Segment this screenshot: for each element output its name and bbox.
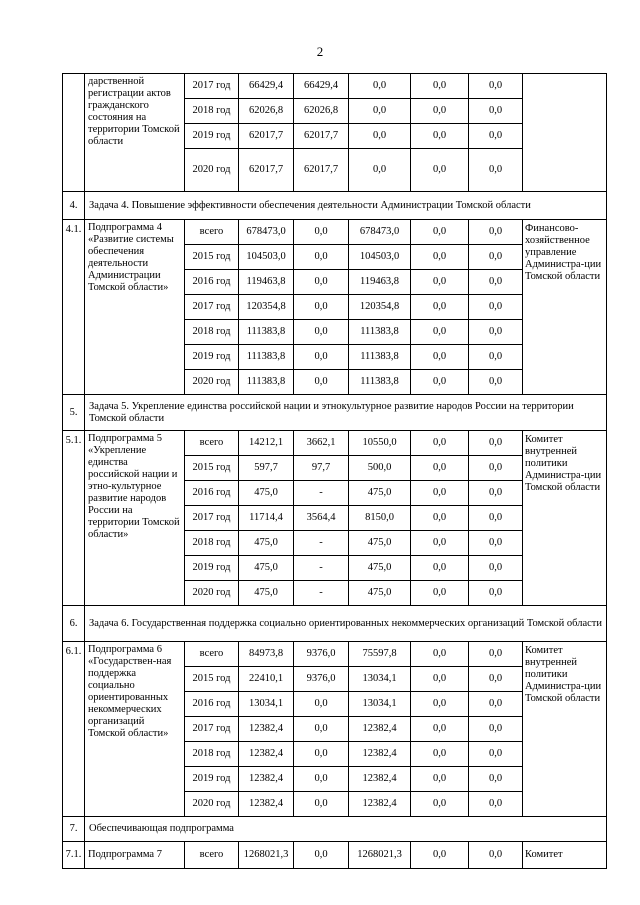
local-cell: 0,0 xyxy=(411,581,469,606)
year-cell: 2019 год xyxy=(185,124,239,149)
total-cell: 475,0 xyxy=(239,581,294,606)
subprogram-row xyxy=(63,220,607,245)
local-cell: 0,0 xyxy=(411,124,469,149)
task-number: 4. xyxy=(63,192,85,220)
local-cell: 0,0 xyxy=(411,642,469,667)
task-number: 5. xyxy=(63,395,85,431)
regional-cell: 111383,8 xyxy=(349,345,411,370)
year-cell: 2018 год xyxy=(185,320,239,345)
total-cell: 62017,7 xyxy=(239,124,294,149)
federal-cell: 97,7 xyxy=(294,456,349,481)
subprogram-number: 4.1. xyxy=(63,220,85,395)
year-cell: всего xyxy=(185,220,239,245)
task-title: Задача 5. Укрепление единства российской нации и этнокультурное развитие народов России на территории Томской области xyxy=(85,395,607,431)
subprogram-number: 5.1. xyxy=(63,431,85,606)
total-cell: 111383,8 xyxy=(239,320,294,345)
budget-table xyxy=(62,73,607,869)
extra-cell: 0,0 xyxy=(469,245,523,270)
regional-cell: 119463,8 xyxy=(349,270,411,295)
year-cell: 2017 год xyxy=(185,506,239,531)
regional-cell: 12382,4 xyxy=(349,792,411,817)
year-cell: 2017 год xyxy=(185,717,239,742)
regional-cell: 12382,4 xyxy=(349,717,411,742)
local-cell: 0,0 xyxy=(411,717,469,742)
extra-cell: 0,0 xyxy=(469,99,523,124)
year-cell: 2020 год xyxy=(185,149,239,192)
extra-cell: 0,0 xyxy=(469,124,523,149)
local-cell: 0,0 xyxy=(411,270,469,295)
extra-cell: 0,0 xyxy=(469,767,523,792)
year-cell: 2019 год xyxy=(185,767,239,792)
extra-cell: 0,0 xyxy=(469,220,523,245)
extra-cell: 0,0 xyxy=(469,295,523,320)
page-number: 2 xyxy=(316,44,324,59)
total-cell: 111383,8 xyxy=(239,370,294,395)
regional-cell: 13034,1 xyxy=(349,667,411,692)
regional-cell: 120354,8 xyxy=(349,295,411,320)
subprogram-number: 7.1. xyxy=(63,842,85,869)
local-cell: 0,0 xyxy=(411,842,469,869)
year-cell: 2015 год xyxy=(185,245,239,270)
extra-cell: 0,0 xyxy=(469,531,523,556)
local-cell: 0,0 xyxy=(411,767,469,792)
extra-cell: 0,0 xyxy=(469,692,523,717)
year-cell: 2017 год xyxy=(185,74,239,99)
year-cell: 2018 год xyxy=(185,742,239,767)
total-cell: 84973,8 xyxy=(239,642,294,667)
year-cell: 2018 год xyxy=(185,531,239,556)
total-cell: 597,7 xyxy=(239,456,294,481)
year-cell: 2015 год xyxy=(185,456,239,481)
federal-cell: 0,0 xyxy=(294,842,349,869)
task-number: 7. xyxy=(63,817,85,842)
federal-cell: 66429,4 xyxy=(294,74,349,99)
year-cell: 2020 год xyxy=(185,792,239,817)
regional-cell: 12382,4 xyxy=(349,742,411,767)
year-cell: 2020 год xyxy=(185,581,239,606)
local-cell: 0,0 xyxy=(411,556,469,581)
regional-cell: 500,0 xyxy=(349,456,411,481)
total-cell: 11714,4 xyxy=(239,506,294,531)
local-cell: 0,0 xyxy=(411,245,469,270)
federal-cell: 0,0 xyxy=(294,717,349,742)
task-row xyxy=(63,606,607,642)
total-cell: 678473,0 xyxy=(239,220,294,245)
total-cell: 13034,1 xyxy=(239,692,294,717)
year-cell: 2018 год xyxy=(185,99,239,124)
subprogram-number: 6.1. xyxy=(63,642,85,817)
year-cell: 2019 год xyxy=(185,345,239,370)
federal-cell: 3662,1 xyxy=(294,431,349,456)
local-cell: 0,0 xyxy=(411,481,469,506)
executor-cell: Комитет xyxy=(523,842,607,869)
extra-cell: 0,0 xyxy=(469,667,523,692)
regional-cell: 111383,8 xyxy=(349,320,411,345)
local-cell: 0,0 xyxy=(411,431,469,456)
empty-number-cell xyxy=(63,74,85,192)
total-cell: 14212,1 xyxy=(239,431,294,456)
subprogram-name: Подпрограмма 4 «Развитие системы обеспечения деятельности Администрации Томской области» xyxy=(85,220,185,395)
subprogram-name: Подпрограмма 7 xyxy=(85,842,185,869)
extra-cell: 0,0 xyxy=(469,431,523,456)
federal-cell: 0,0 xyxy=(294,692,349,717)
year-cell: 2017 год xyxy=(185,295,239,320)
total-cell: 12382,4 xyxy=(239,792,294,817)
local-cell: 0,0 xyxy=(411,345,469,370)
extra-cell: 0,0 xyxy=(469,345,523,370)
total-cell: 475,0 xyxy=(239,556,294,581)
task-row xyxy=(63,192,607,220)
task-row xyxy=(63,817,607,842)
regional-cell: 10550,0 xyxy=(349,431,411,456)
total-cell: 12382,4 xyxy=(239,742,294,767)
subprogram-name: Подпрограмма 6 «Государствен-ная поддержка социально ориентированных некоммерческих организаций Томской области» xyxy=(85,642,185,817)
total-cell: 119463,8 xyxy=(239,270,294,295)
federal-cell: 62017,7 xyxy=(294,149,349,192)
federal-cell: 9376,0 xyxy=(294,667,349,692)
regional-cell: 13034,1 xyxy=(349,692,411,717)
extra-cell: 0,0 xyxy=(469,556,523,581)
extra-cell: 0,0 xyxy=(469,320,523,345)
extra-cell: 0,0 xyxy=(469,370,523,395)
regional-cell: 475,0 xyxy=(349,481,411,506)
local-cell: 0,0 xyxy=(411,742,469,767)
federal-cell: 0,0 xyxy=(294,742,349,767)
regional-cell: 12382,4 xyxy=(349,767,411,792)
regional-cell: 75597,8 xyxy=(349,642,411,667)
federal-cell: - xyxy=(294,581,349,606)
extra-cell: 0,0 xyxy=(469,481,523,506)
year-cell: 2016 год xyxy=(185,481,239,506)
federal-cell: 9376,0 xyxy=(294,642,349,667)
extra-cell: 0,0 xyxy=(469,149,523,192)
subprogram-row xyxy=(63,842,607,869)
local-cell: 0,0 xyxy=(411,692,469,717)
executor-cell: Финансово-хозяйственное управление Администра-ции Томской области xyxy=(523,220,607,395)
year-cell: всего xyxy=(185,642,239,667)
task-row xyxy=(63,395,607,431)
executor-cell: Комитет внутренней политики Администра-ции Томской области xyxy=(523,642,607,817)
regional-cell: 475,0 xyxy=(349,581,411,606)
federal-cell: 0,0 xyxy=(294,320,349,345)
regional-cell: 104503,0 xyxy=(349,245,411,270)
regional-cell: 475,0 xyxy=(349,531,411,556)
regional-cell: 111383,8 xyxy=(349,370,411,395)
task-title: Задача 4. Повышение эффективности обеспечения деятельности Администрации Томской области xyxy=(85,192,607,220)
regional-cell: 8150,0 xyxy=(349,506,411,531)
federal-cell: 0,0 xyxy=(294,295,349,320)
year-cell: всего xyxy=(185,842,239,869)
regional-cell: 0,0 xyxy=(349,99,411,124)
total-cell: 66429,4 xyxy=(239,74,294,99)
local-cell: 0,0 xyxy=(411,456,469,481)
regional-cell: 678473,0 xyxy=(349,220,411,245)
extra-cell: 0,0 xyxy=(469,456,523,481)
local-cell: 0,0 xyxy=(411,667,469,692)
task-number: 6. xyxy=(63,606,85,642)
total-cell: 1268021,3 xyxy=(239,842,294,869)
total-cell: 475,0 xyxy=(239,531,294,556)
total-cell: 12382,4 xyxy=(239,767,294,792)
federal-cell: - xyxy=(294,481,349,506)
local-cell: 0,0 xyxy=(411,99,469,124)
local-cell: 0,0 xyxy=(411,149,469,192)
fragment-row xyxy=(63,74,607,99)
federal-cell: 62017,7 xyxy=(294,124,349,149)
federal-cell: 0,0 xyxy=(294,345,349,370)
regional-cell: 0,0 xyxy=(349,74,411,99)
subprogram-row xyxy=(63,642,607,667)
federal-cell: 0,0 xyxy=(294,370,349,395)
executor-cell: Комитет внутренней политики Администра-ции Томской области xyxy=(523,431,607,606)
extra-cell: 0,0 xyxy=(469,842,523,869)
task-title: Задача 6. Государственная поддержка социально ориентированных некоммерческих организаций Томской области xyxy=(85,606,607,642)
year-cell: 2016 год xyxy=(185,692,239,717)
extra-cell: 0,0 xyxy=(469,792,523,817)
extra-cell: 0,0 xyxy=(469,506,523,531)
regional-cell: 475,0 xyxy=(349,556,411,581)
total-cell: 111383,8 xyxy=(239,345,294,370)
task-title: Обеспечивающая подпрограмма xyxy=(85,817,607,842)
subprogram-row xyxy=(63,431,607,456)
regional-cell: 1268021,3 xyxy=(349,842,411,869)
empty-executor-cell xyxy=(523,74,607,192)
federal-cell: - xyxy=(294,556,349,581)
federal-cell: - xyxy=(294,531,349,556)
federal-cell: 62026,8 xyxy=(294,99,349,124)
total-cell: 104503,0 xyxy=(239,245,294,270)
federal-cell: 0,0 xyxy=(294,270,349,295)
federal-cell: 0,0 xyxy=(294,245,349,270)
regional-cell: 0,0 xyxy=(349,124,411,149)
total-cell: 62026,8 xyxy=(239,99,294,124)
total-cell: 475,0 xyxy=(239,481,294,506)
extra-cell: 0,0 xyxy=(469,742,523,767)
local-cell: 0,0 xyxy=(411,320,469,345)
extra-cell: 0,0 xyxy=(469,717,523,742)
extra-cell: 0,0 xyxy=(469,581,523,606)
subprogram-name: Подпрограмма 5 «Укрепление единства российской нации и этно-культурное развитие народов России на территории Томской области» xyxy=(85,431,185,606)
fragment-name: дарственной регистрации актов гражданского состояния на территории Томской области xyxy=(85,74,185,192)
local-cell: 0,0 xyxy=(411,792,469,817)
federal-cell: 3564,4 xyxy=(294,506,349,531)
year-cell: 2015 год xyxy=(185,667,239,692)
local-cell: 0,0 xyxy=(411,74,469,99)
total-cell: 22410,1 xyxy=(239,667,294,692)
extra-cell: 0,0 xyxy=(469,270,523,295)
local-cell: 0,0 xyxy=(411,220,469,245)
local-cell: 0,0 xyxy=(411,370,469,395)
regional-cell: 0,0 xyxy=(349,149,411,192)
extra-cell: 0,0 xyxy=(469,74,523,99)
year-cell: 2019 год xyxy=(185,556,239,581)
total-cell: 12382,4 xyxy=(239,717,294,742)
year-cell: 2020 год xyxy=(185,370,239,395)
federal-cell: 0,0 xyxy=(294,767,349,792)
total-cell: 120354,8 xyxy=(239,295,294,320)
federal-cell: 0,0 xyxy=(294,792,349,817)
extra-cell: 0,0 xyxy=(469,642,523,667)
total-cell: 62017,7 xyxy=(239,149,294,192)
local-cell: 0,0 xyxy=(411,531,469,556)
local-cell: 0,0 xyxy=(411,506,469,531)
year-cell: 2016 год xyxy=(185,270,239,295)
federal-cell: 0,0 xyxy=(294,220,349,245)
local-cell: 0,0 xyxy=(411,295,469,320)
year-cell: всего xyxy=(185,431,239,456)
